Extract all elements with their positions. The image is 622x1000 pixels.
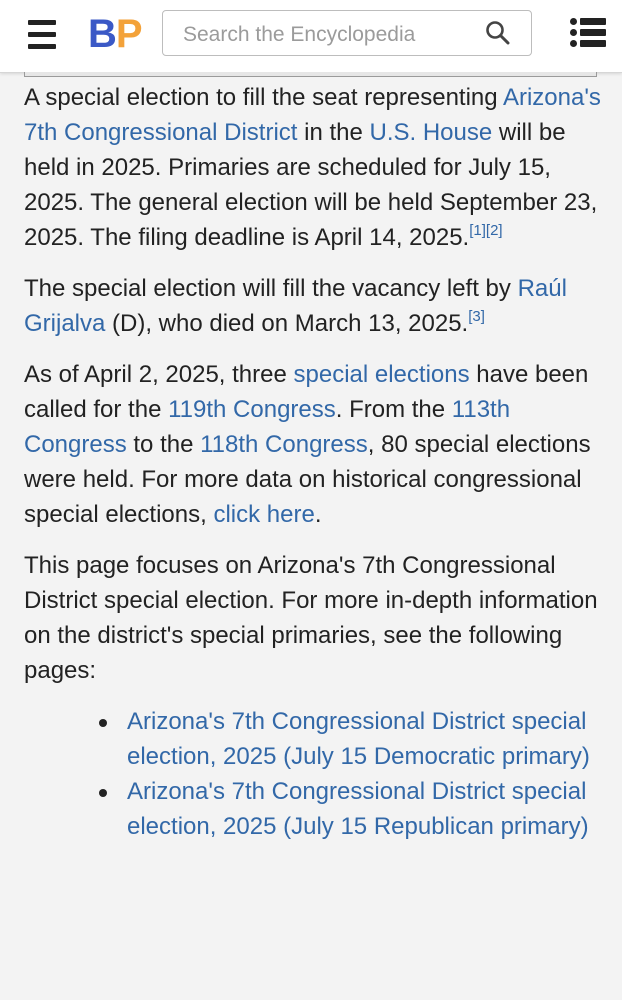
top-header — [0, 0, 622, 73]
link-raul-grijalva[interactable]: Raúl Grijalva — [24, 275, 567, 337]
paragraph-text: have been called for the — [24, 361, 589, 423]
intro-text: A special election to fill the seat representing — [24, 84, 503, 111]
hamburger-menu-icon[interactable] — [28, 20, 56, 50]
intro-text: in the — [297, 119, 370, 146]
intro-text: will be held in 2025. Primaries are scheduled for July 15, 2025. The general election will be held September 23, 2025. The filing deadline is April 14, 2025. — [24, 119, 598, 251]
ballotpedia-logo[interactable] — [88, 10, 142, 58]
paragraph-text: . — [314, 501, 322, 528]
paragraph-text: to the — [126, 431, 201, 458]
link-us-house[interactable]: U.S. House — [369, 119, 493, 146]
reference-link-3[interactable]: [3] — [468, 308, 485, 325]
link-113th-congress[interactable]: 113th Congress — [24, 396, 511, 458]
reference-link-1[interactable]: [1] — [469, 222, 486, 239]
reference-link-2[interactable]: [2] — [485, 222, 503, 239]
list-item — [127, 704, 604, 774]
logo-letter-p: P — [115, 12, 142, 56]
list-menu-icon[interactable] — [570, 18, 606, 52]
link-republican-primary[interactable]: Arizona's 7th Congressional District special election, 2025 (July 15 Republican primary) — [127, 778, 589, 840]
primary-pages-list — [24, 704, 604, 844]
vacancy-text: The special election will fill the vacancy left by — [24, 275, 518, 302]
special-elections-paragraph — [24, 357, 604, 532]
link-arizona-7th-district[interactable]: Arizona's 7th Congressional District — [24, 84, 601, 146]
search-input[interactable] — [181, 19, 475, 51]
paragraph-text: . From the — [335, 396, 452, 423]
infobox-bottom-edge — [24, 72, 597, 77]
link-democratic-primary[interactable]: Arizona's 7th Congressional District special election, 2025 (July 15 Democratic primary) — [127, 708, 590, 770]
list-item — [127, 774, 604, 844]
search-box — [162, 10, 532, 56]
link-click-here[interactable]: click here — [213, 501, 315, 528]
vacancy-text: (D), who died on March 13, 2025. — [105, 310, 469, 337]
link-119th-congress[interactable]: 119th Congress — [168, 396, 336, 423]
search-icon[interactable] — [485, 20, 511, 46]
logo-letter-b: B — [88, 12, 116, 56]
focus-paragraph: This page focuses on Arizona's 7th Congressional District special election. For more in-depth information on the district's special primaries, see the following pages: — [24, 552, 598, 684]
paragraph-text: As of April 2, 2025, three — [24, 361, 294, 388]
article-content — [24, 80, 604, 844]
vacancy-paragraph — [24, 271, 604, 341]
link-118th-congress[interactable]: 118th Congress — [200, 431, 368, 458]
paragraph-text: , 80 special elections were held. For more data on historical congressional special elections, — [24, 431, 591, 528]
intro-paragraph — [24, 80, 604, 255]
link-special-elections[interactable]: special elections — [293, 361, 470, 388]
